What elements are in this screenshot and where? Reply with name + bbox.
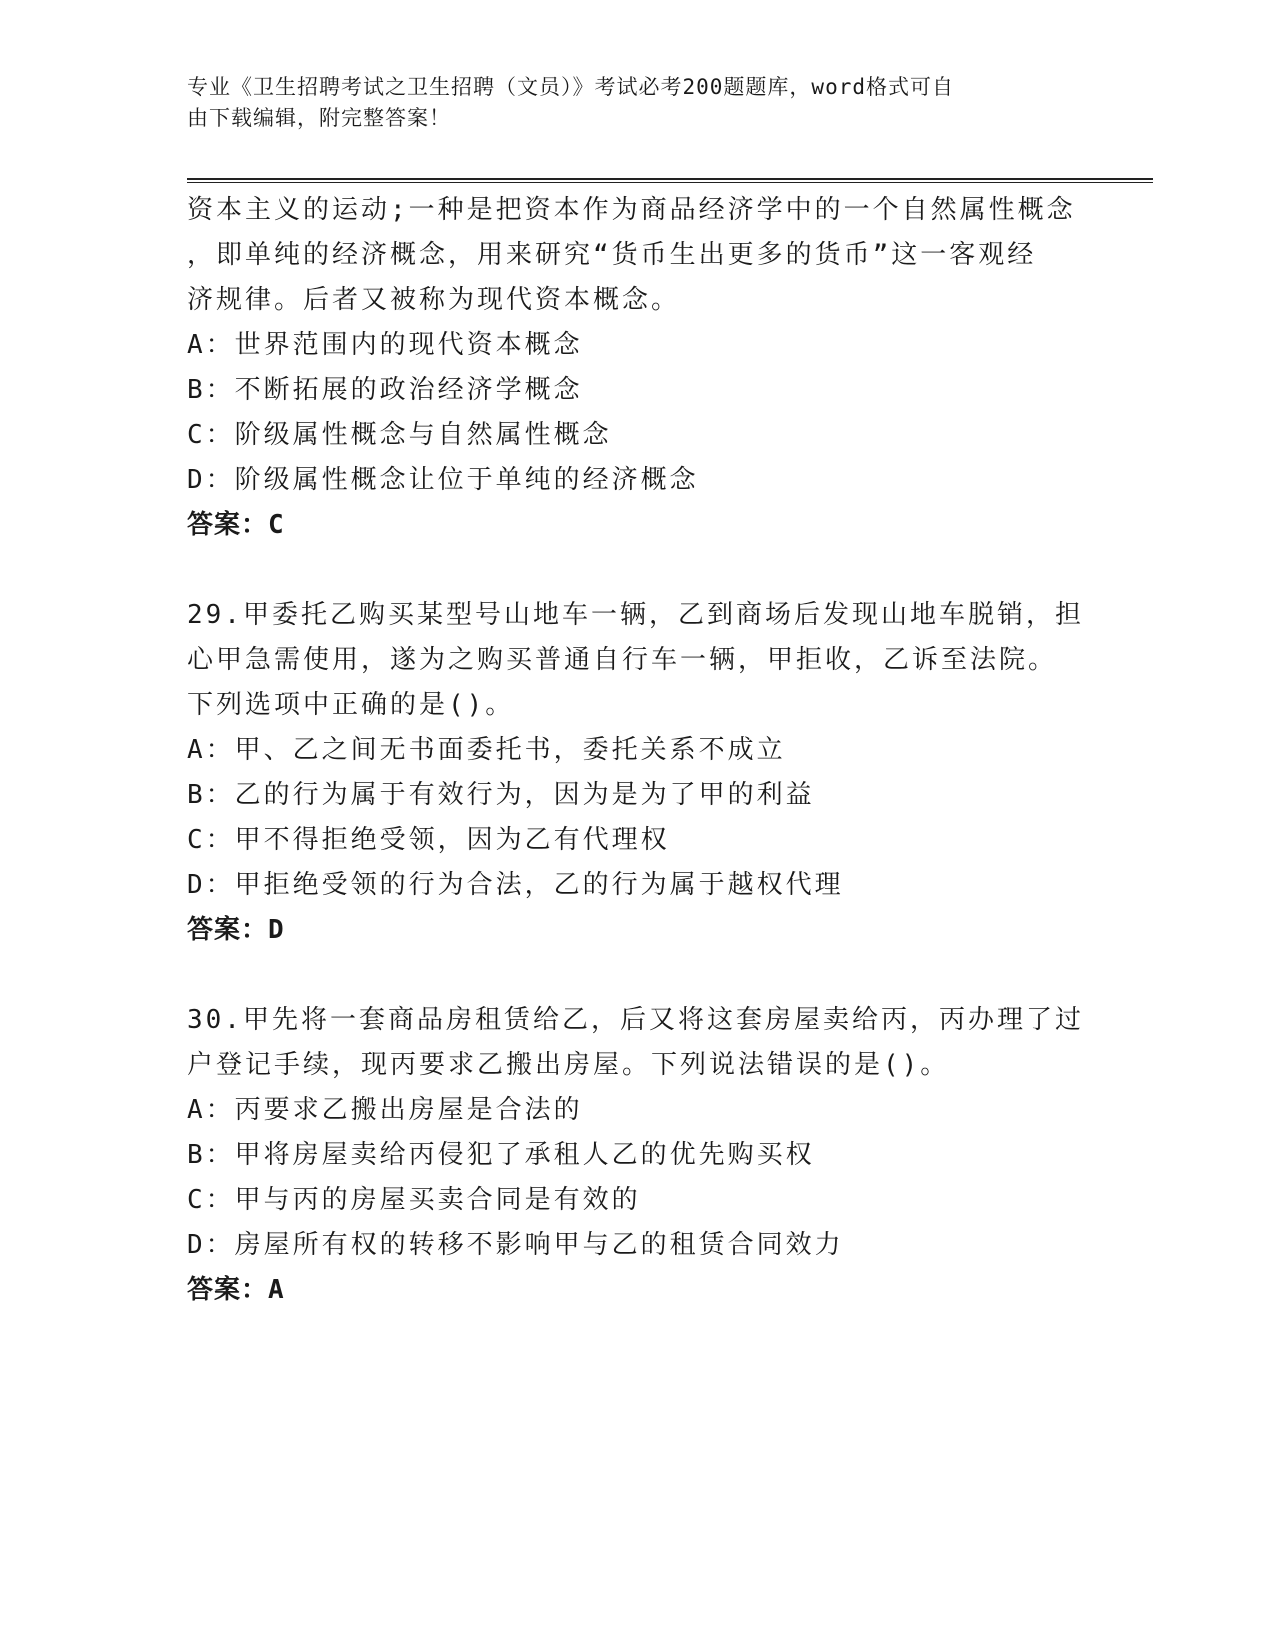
question-text-line: 心甲急需使用，遂为之购买普通自行车一辆，甲拒收，乙诉至法院。 [187,645,1058,675]
option-a: A：甲、乙之间无书面委托书，委托关系不成立 [187,735,786,765]
question-text-line: 户登记手续，现丙要求乙搬出房屋。下列说法错误的是()。 [187,1050,950,1080]
answer-line [187,908,1087,953]
question-text-line: ，即单纯的经济概念，用来研究“货币生出更多的货币”这一客观经 [187,240,1037,270]
question-text-line: 济规律。后者又被称为现代资本概念。 [187,285,681,315]
document-body [187,188,1087,1313]
question-block-30 [187,998,1087,1313]
option-c: C：甲与丙的房屋买卖合同是有效的 [187,1185,641,1215]
header-rule-thick [187,178,1153,180]
header-rule-thin [187,182,1153,183]
question-text-line: 下列选项中正确的是()。 [187,690,515,720]
answer-label: 答案： [187,915,269,945]
option-c: C：甲不得拒绝受领，因为乙有代理权 [187,825,670,855]
answer-value: D [268,915,287,945]
option-c: C：阶级属性概念与自然属性概念 [187,420,612,450]
question-text-line: 29.甲委托乙购买某型号山地车一辆，乙到商场后发现山地车脱销，担 [187,600,1084,630]
option-d: D：甲拒绝受领的行为合法，乙的行为属于越权代理 [187,870,844,900]
answer-value: C [268,510,287,540]
question-block-29 [187,593,1087,953]
question-block-continued [187,188,1087,548]
option-a: A：丙要求乙搬出房屋是合法的 [187,1095,583,1125]
answer-label: 答案： [187,510,269,540]
answer-value: A [268,1275,287,1305]
answer-line [187,503,1087,548]
answer-line [187,1268,1087,1313]
option-b: B：不断拓展的政治经济学概念 [187,375,583,405]
option-b: B：乙的行为属于有效行为，因为是为了甲的利益 [187,780,815,810]
option-d: D：房屋所有权的转移不影响甲与乙的租赁合同效力 [187,1230,844,1260]
question-text-line: 资本主义的运动;一种是把资本作为商品经济学中的一个自然属性概念 [187,195,1076,225]
header-line-2: 由下载编辑，附完整答案！ [187,106,451,130]
option-d: D：阶级属性概念让位于单纯的经济概念 [187,465,699,495]
option-a: A：世界范围内的现代资本概念 [187,330,583,360]
header-line-1: 专业《卫生招聘考试之卫生招聘（文员）》考试必考200题题库，word格式可自 [187,75,954,99]
question-text-line: 30.甲先将一套商品房租赁给乙，后又将这套房屋卖给丙，丙办理了过 [187,1005,1084,1035]
document-header [187,72,1067,134]
option-b: B：甲将房屋卖给丙侵犯了承租人乙的优先购买权 [187,1140,815,1170]
answer-label: 答案： [187,1275,269,1305]
